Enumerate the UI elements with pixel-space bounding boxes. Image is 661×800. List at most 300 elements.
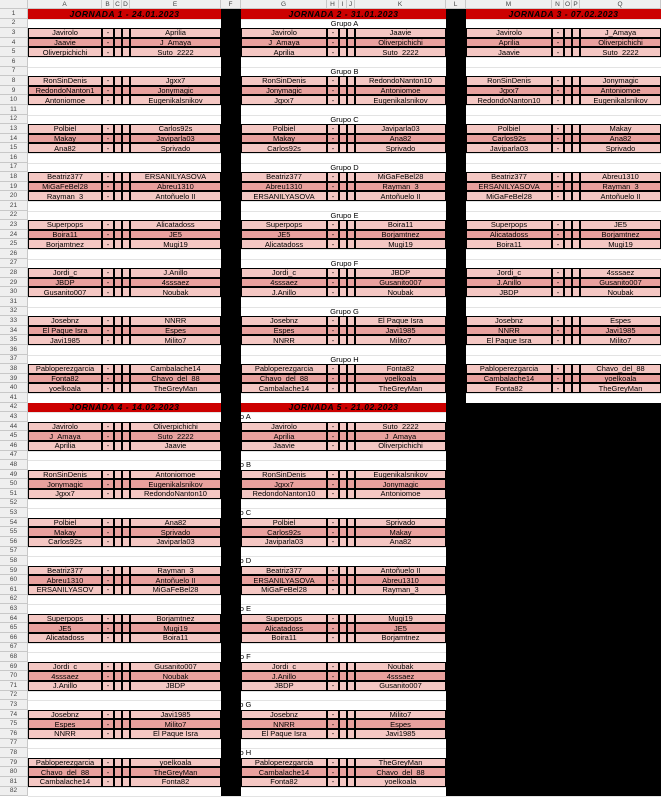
row-header[interactable]: 43	[0, 412, 28, 422]
result-cell[interactable]: -	[102, 191, 114, 201]
away-player-cell[interactable]: Ana82	[580, 134, 661, 144]
empty-cell[interactable]	[114, 422, 122, 432]
row-header[interactable]: 82	[0, 787, 28, 797]
empty-cell[interactable]	[122, 47, 130, 57]
empty-cell[interactable]	[339, 566, 347, 576]
result-cell[interactable]: -	[327, 76, 339, 86]
result-cell[interactable]: -	[102, 239, 114, 249]
empty-cell[interactable]	[339, 671, 347, 681]
row-header[interactable]: 75	[0, 719, 28, 729]
result-cell[interactable]: -	[102, 566, 114, 576]
away-player-cell[interactable]: Suto_2222	[130, 47, 221, 57]
away-player-cell[interactable]: TheGreyMan	[355, 383, 446, 393]
empty-cell[interactable]	[122, 614, 130, 624]
empty-cell[interactable]	[347, 633, 355, 643]
empty-cell[interactable]	[572, 47, 580, 57]
empty-cell[interactable]	[339, 124, 347, 134]
result-cell[interactable]: -	[327, 239, 339, 249]
home-player-cell[interactable]: RonSinDenis	[241, 76, 327, 86]
empty-cell[interactable]	[122, 758, 130, 768]
away-player-cell[interactable]: Chavo_del_88	[355, 767, 446, 777]
empty-cell[interactable]	[339, 575, 347, 585]
row-header[interactable]: 70	[0, 671, 28, 681]
row-header[interactable]: 16	[0, 153, 28, 163]
row-header[interactable]: 20	[0, 191, 28, 201]
empty-cell[interactable]	[339, 326, 347, 336]
group-label[interactable]: Grupo E	[223, 604, 251, 614]
away-player-cell[interactable]: yoelkoala	[130, 758, 221, 768]
row-header[interactable]: 67	[0, 643, 28, 653]
column-header-a[interactable]: A	[28, 0, 102, 9]
empty-cell[interactable]	[114, 566, 122, 576]
result-cell[interactable]: -	[327, 719, 339, 729]
empty-cell[interactable]	[347, 326, 355, 336]
empty-cell[interactable]	[572, 134, 580, 144]
row-header[interactable]: 12	[0, 115, 28, 125]
away-player-cell[interactable]: Ana82	[130, 518, 221, 528]
group-label[interactable]: Grupo E	[330, 210, 359, 220]
empty-cell[interactable]	[122, 575, 130, 585]
empty-cell[interactable]	[347, 76, 355, 86]
result-cell[interactable]: -	[327, 95, 339, 105]
empty-cell[interactable]	[339, 431, 347, 441]
away-player-cell[interactable]: JE5	[355, 623, 446, 633]
row-header[interactable]: 29	[0, 278, 28, 288]
empty-cell[interactable]	[347, 316, 355, 326]
jornada-title[interactable]: JORNADA 5 - 21.02.2023	[241, 403, 446, 413]
column-header-o[interactable]: O	[564, 0, 571, 8]
empty-cell[interactable]	[339, 316, 347, 326]
away-player-cell[interactable]: J.Anillo	[130, 268, 221, 278]
result-cell[interactable]: -	[552, 374, 564, 384]
away-player-cell[interactable]: Rayman_3	[580, 182, 661, 192]
away-player-cell[interactable]: Jonymagic	[580, 76, 661, 86]
home-player-cell[interactable]: Abreu1310	[28, 575, 102, 585]
home-player-cell[interactable]: El Paque Isra	[241, 729, 327, 739]
away-player-cell[interactable]: Rayman_3	[130, 566, 221, 576]
row-header[interactable]: 46	[0, 441, 28, 451]
empty-cell[interactable]	[114, 220, 122, 230]
away-player-cell[interactable]: J_Amaya	[580, 28, 661, 38]
home-player-cell[interactable]: Jonymagic	[241, 86, 327, 96]
column-header-f[interactable]: F	[221, 0, 241, 9]
empty-cell[interactable]	[339, 76, 347, 86]
group-label[interactable]: Grupo A	[330, 18, 359, 28]
empty-cell[interactable]	[114, 95, 122, 105]
empty-cell[interactable]	[347, 172, 355, 182]
home-player-cell[interactable]: MiGaFeBel28	[28, 182, 102, 192]
away-player-cell[interactable]: MiGaFeBel28	[130, 585, 221, 595]
empty-cell[interactable]	[564, 86, 572, 96]
empty-cell[interactable]	[114, 479, 122, 489]
result-cell[interactable]: -	[102, 124, 114, 134]
home-player-cell[interactable]: RonSinDenis	[466, 76, 552, 86]
empty-cell[interactable]	[339, 239, 347, 249]
empty-cell[interactable]	[347, 441, 355, 451]
home-player-cell[interactable]: Aprilia	[241, 47, 327, 57]
group-label[interactable]: Grupo D	[222, 556, 252, 566]
result-cell[interactable]: -	[102, 662, 114, 672]
result-cell[interactable]: -	[102, 95, 114, 105]
empty-cell[interactable]	[339, 729, 347, 739]
home-player-cell[interactable]: Cambalache14	[241, 767, 327, 777]
empty-cell[interactable]	[122, 710, 130, 720]
home-player-cell[interactable]: RedondoNanton1	[28, 86, 102, 96]
home-player-cell[interactable]: Josebnz	[28, 710, 102, 720]
empty-cell[interactable]	[122, 566, 130, 576]
row-header[interactable]: 73	[0, 700, 28, 710]
result-cell[interactable]: -	[102, 422, 114, 432]
away-player-cell[interactable]: RedondoNanton10	[355, 76, 446, 86]
result-cell[interactable]: -	[102, 287, 114, 297]
empty-cell[interactable]	[122, 585, 130, 595]
row-header[interactable]: 17	[0, 163, 28, 173]
result-cell[interactable]: -	[327, 143, 339, 153]
row-header[interactable]: 37	[0, 355, 28, 365]
away-player-cell[interactable]: Oliverpichichi	[130, 422, 221, 432]
empty-cell[interactable]	[122, 671, 130, 681]
row-header[interactable]: 76	[0, 729, 28, 739]
empty-cell[interactable]	[122, 326, 130, 336]
away-player-cell[interactable]: Borjamtnez	[580, 230, 661, 240]
home-player-cell[interactable]: RonSinDenis	[28, 76, 102, 86]
result-cell[interactable]: -	[327, 374, 339, 384]
empty-cell[interactable]	[572, 28, 580, 38]
away-player-cell[interactable]: Javi1985	[355, 326, 446, 336]
result-cell[interactable]: -	[327, 767, 339, 777]
away-player-cell[interactable]: El Paque Isra	[130, 729, 221, 739]
empty-cell[interactable]	[347, 230, 355, 240]
row-header[interactable]: 33	[0, 316, 28, 326]
empty-cell[interactable]	[347, 431, 355, 441]
empty-cell[interactable]	[347, 335, 355, 345]
empty-cell[interactable]	[347, 662, 355, 672]
corner-cell[interactable]	[0, 0, 28, 9]
empty-cell[interactable]	[339, 182, 347, 192]
row-header[interactable]: 7	[0, 67, 28, 77]
away-player-cell[interactable]: Mugi19	[355, 614, 446, 624]
empty-cell[interactable]	[347, 47, 355, 57]
row-header[interactable]: 18	[0, 172, 28, 182]
result-cell[interactable]: -	[102, 335, 114, 345]
empty-cell[interactable]	[572, 220, 580, 230]
empty-cell[interactable]	[114, 662, 122, 672]
away-player-cell[interactable]: ERSANILYASOVA	[130, 172, 221, 182]
away-player-cell[interactable]: Abreu1310	[130, 182, 221, 192]
result-cell[interactable]: -	[327, 518, 339, 528]
empty-cell[interactable]	[339, 134, 347, 144]
home-player-cell[interactable]: Makay	[241, 134, 327, 144]
result-cell[interactable]: -	[327, 268, 339, 278]
empty-cell[interactable]	[347, 38, 355, 48]
row-header[interactable]: 64	[0, 614, 28, 624]
empty-cell[interactable]	[339, 287, 347, 297]
result-cell[interactable]: -	[327, 38, 339, 48]
away-player-cell[interactable]: Noubak	[130, 671, 221, 681]
empty-cell[interactable]	[122, 431, 130, 441]
empty-cell[interactable]	[339, 374, 347, 384]
row-header[interactable]: 81	[0, 777, 28, 787]
empty-cell[interactable]	[564, 143, 572, 153]
result-cell[interactable]: -	[327, 326, 339, 336]
result-cell[interactable]: -	[327, 182, 339, 192]
away-player-cell[interactable]: Javi1985	[355, 729, 446, 739]
empty-cell[interactable]	[339, 479, 347, 489]
empty-cell[interactable]	[122, 220, 130, 230]
empty-cell[interactable]	[347, 28, 355, 38]
result-cell[interactable]: -	[327, 220, 339, 230]
away-player-cell[interactable]: MiGaFeBel28	[355, 172, 446, 182]
row-header[interactable]: 80	[0, 767, 28, 777]
away-player-cell[interactable]: J_Amaya	[130, 38, 221, 48]
row-header[interactable]: 71	[0, 681, 28, 691]
empty-cell[interactable]	[347, 566, 355, 576]
away-player-cell[interactable]: Antoniomoe	[355, 489, 446, 499]
home-player-cell[interactable]: Alicatadoss	[241, 623, 327, 633]
result-cell[interactable]: -	[102, 719, 114, 729]
result-cell[interactable]: -	[327, 585, 339, 595]
result-cell[interactable]: -	[552, 134, 564, 144]
home-player-cell[interactable]: yoelkoala	[28, 383, 102, 393]
empty-cell[interactable]	[347, 287, 355, 297]
empty-cell[interactable]	[347, 518, 355, 528]
away-player-cell[interactable]: Sprivado	[355, 518, 446, 528]
empty-cell[interactable]	[122, 537, 130, 547]
home-player-cell[interactable]: Polbiel	[466, 124, 552, 134]
row-header[interactable]: 77	[0, 739, 28, 749]
result-cell[interactable]: -	[327, 710, 339, 720]
empty-cell[interactable]	[564, 191, 572, 201]
away-player-cell[interactable]: Borjamtnez	[355, 230, 446, 240]
result-cell[interactable]: -	[552, 220, 564, 230]
empty-cell[interactable]	[347, 767, 355, 777]
home-player-cell[interactable]: Javiparla03	[241, 537, 327, 547]
result-cell[interactable]: -	[552, 38, 564, 48]
away-player-cell[interactable]: 4sssaez	[355, 671, 446, 681]
empty-cell[interactable]	[114, 287, 122, 297]
home-player-cell[interactable]: Pabloperezgarcia	[241, 758, 327, 768]
home-player-cell[interactable]: Superpops	[241, 220, 327, 230]
home-player-cell[interactable]: Beatriz377	[28, 172, 102, 182]
result-cell[interactable]: -	[102, 441, 114, 451]
empty-cell[interactable]	[347, 383, 355, 393]
result-cell[interactable]: -	[552, 182, 564, 192]
empty-cell[interactable]	[114, 134, 122, 144]
empty-cell[interactable]	[114, 47, 122, 57]
away-player-cell[interactable]: JE5	[130, 230, 221, 240]
result-cell[interactable]: -	[327, 278, 339, 288]
away-player-cell[interactable]: yoelkoala	[355, 777, 446, 787]
empty-cell[interactable]	[114, 143, 122, 153]
away-player-cell[interactable]: Milito7	[580, 335, 661, 345]
result-cell[interactable]: -	[327, 681, 339, 691]
empty-cell[interactable]	[122, 134, 130, 144]
empty-cell[interactable]	[114, 335, 122, 345]
home-player-cell[interactable]: MiGaFeBel28	[466, 191, 552, 201]
away-player-cell[interactable]: JE5	[580, 220, 661, 230]
result-cell[interactable]: -	[102, 182, 114, 192]
result-cell[interactable]: -	[327, 230, 339, 240]
away-player-cell[interactable]: Javiparla03	[130, 134, 221, 144]
row-header[interactable]: 74	[0, 710, 28, 720]
row-header[interactable]: 39	[0, 374, 28, 384]
empty-cell[interactable]	[564, 172, 572, 182]
empty-cell[interactable]	[114, 527, 122, 537]
away-player-cell[interactable]: Espes	[130, 326, 221, 336]
result-cell[interactable]: -	[552, 28, 564, 38]
empty-cell[interactable]	[122, 422, 130, 432]
away-player-cell[interactable]: El Paque Isra	[355, 316, 446, 326]
away-player-cell[interactable]: Antoñuelo II	[130, 191, 221, 201]
home-player-cell[interactable]: Javiparla03	[466, 143, 552, 153]
empty-cell[interactable]	[572, 76, 580, 86]
home-player-cell[interactable]: Jaavie	[466, 47, 552, 57]
row-header[interactable]: 23	[0, 220, 28, 230]
home-player-cell[interactable]: Jgxx7	[241, 479, 327, 489]
result-cell[interactable]: -	[327, 777, 339, 787]
home-player-cell[interactable]: Chavo_del_88	[241, 374, 327, 384]
row-header[interactable]: 9	[0, 86, 28, 96]
empty-cell[interactable]	[114, 182, 122, 192]
result-cell[interactable]: -	[552, 278, 564, 288]
result-cell[interactable]: -	[552, 86, 564, 96]
row-header[interactable]: 27	[0, 259, 28, 269]
empty-cell[interactable]	[572, 230, 580, 240]
empty-cell[interactable]	[122, 374, 130, 384]
home-player-cell[interactable]: Alicatadoss	[28, 633, 102, 643]
empty-cell[interactable]	[339, 268, 347, 278]
row-header[interactable]: 2	[0, 19, 28, 29]
empty-cell[interactable]	[572, 95, 580, 105]
home-player-cell[interactable]: Jordi_c	[28, 268, 102, 278]
away-player-cell[interactable]: Javiparla03	[355, 124, 446, 134]
away-player-cell[interactable]: Oliverpichichi	[355, 441, 446, 451]
row-header[interactable]: 38	[0, 364, 28, 374]
empty-cell[interactable]	[339, 95, 347, 105]
result-cell[interactable]: -	[102, 710, 114, 720]
row-header[interactable]: 45	[0, 431, 28, 441]
row-header[interactable]: 68	[0, 652, 28, 662]
empty-cell[interactable]	[122, 28, 130, 38]
home-player-cell[interactable]: JBDP	[466, 287, 552, 297]
jornada-title[interactable]: JORNADA 3 - 07.02.2023	[466, 9, 661, 19]
away-player-cell[interactable]: Gusanito007	[130, 662, 221, 672]
empty-cell[interactable]	[122, 383, 130, 393]
row-header[interactable]: 4	[0, 38, 28, 48]
empty-cell[interactable]	[339, 364, 347, 374]
result-cell[interactable]: -	[102, 86, 114, 96]
home-player-cell[interactable]: Carlos92s	[241, 527, 327, 537]
row-header[interactable]: 1	[0, 9, 28, 19]
row-header[interactable]: 21	[0, 201, 28, 211]
home-player-cell[interactable]: Polbiel	[28, 518, 102, 528]
empty-cell[interactable]	[564, 230, 572, 240]
away-player-cell[interactable]: Fonta82	[130, 777, 221, 787]
group-label[interactable]: Grupo C	[330, 114, 359, 124]
empty-cell[interactable]	[347, 777, 355, 787]
home-player-cell[interactable]: NNRR	[241, 335, 327, 345]
group-label[interactable]: Grupo H	[330, 354, 359, 364]
home-player-cell[interactable]: Antoniomoe	[28, 95, 102, 105]
result-cell[interactable]: -	[102, 585, 114, 595]
empty-cell[interactable]	[122, 278, 130, 288]
empty-cell[interactable]	[572, 278, 580, 288]
empty-cell[interactable]	[347, 470, 355, 480]
away-player-cell[interactable]: Noubak	[580, 287, 661, 297]
home-player-cell[interactable]: Josebnz	[241, 710, 327, 720]
empty-cell[interactable]	[572, 326, 580, 336]
home-player-cell[interactable]: J.Anillo	[241, 287, 327, 297]
home-player-cell[interactable]: Pabloperezgarcia	[466, 364, 552, 374]
empty-cell[interactable]	[122, 230, 130, 240]
row-header[interactable]: 6	[0, 57, 28, 67]
empty-cell[interactable]	[339, 191, 347, 201]
home-player-cell[interactable]: Pabloperezgarcia	[28, 758, 102, 768]
jornada-title[interactable]: JORNADA 1 - 24.01.2023	[28, 9, 221, 19]
result-cell[interactable]: -	[102, 172, 114, 182]
empty-cell[interactable]	[564, 124, 572, 134]
empty-cell[interactable]	[339, 172, 347, 182]
result-cell[interactable]: -	[102, 623, 114, 633]
empty-cell[interactable]	[122, 239, 130, 249]
row-header[interactable]: 35	[0, 335, 28, 345]
home-player-cell[interactable]: El Paque Isra	[28, 326, 102, 336]
empty-cell[interactable]	[114, 239, 122, 249]
column-header-q[interactable]: Q	[580, 0, 661, 9]
empty-cell[interactable]	[339, 719, 347, 729]
row-header[interactable]: 44	[0, 422, 28, 432]
empty-cell[interactable]	[347, 239, 355, 249]
result-cell[interactable]: -	[102, 134, 114, 144]
home-player-cell[interactable]: Josebnz	[28, 316, 102, 326]
result-cell[interactable]: -	[552, 191, 564, 201]
result-cell[interactable]: -	[102, 364, 114, 374]
group-label[interactable]: Grupo F	[223, 652, 251, 662]
empty-cell[interactable]	[114, 614, 122, 624]
row-header[interactable]: 59	[0, 566, 28, 576]
home-player-cell[interactable]: NNRR	[466, 326, 552, 336]
empty-cell[interactable]	[564, 364, 572, 374]
empty-cell[interactable]	[122, 681, 130, 691]
row-header[interactable]: 41	[0, 393, 28, 403]
row-header[interactable]: 19	[0, 182, 28, 192]
empty-cell[interactable]	[572, 383, 580, 393]
away-player-cell[interactable]: Oliverpichichi	[355, 38, 446, 48]
home-player-cell[interactable]: J.Anillo	[28, 681, 102, 691]
home-player-cell[interactable]: JBDP	[28, 278, 102, 288]
away-player-cell[interactable]: TheGreyMan	[355, 758, 446, 768]
result-cell[interactable]: -	[102, 681, 114, 691]
result-cell[interactable]: -	[102, 431, 114, 441]
home-player-cell[interactable]: JE5	[241, 230, 327, 240]
away-player-cell[interactable]: RedondoNanton10	[130, 489, 221, 499]
column-header-c[interactable]: C	[114, 0, 122, 9]
away-player-cell[interactable]: Antoñuelo II	[355, 191, 446, 201]
empty-cell[interactable]	[122, 364, 130, 374]
empty-cell[interactable]	[122, 662, 130, 672]
home-player-cell[interactable]: Javi1985	[28, 335, 102, 345]
row-header[interactable]: 63	[0, 604, 28, 614]
empty-cell[interactable]	[347, 575, 355, 585]
away-player-cell[interactable]: Suto_2222	[355, 47, 446, 57]
away-player-cell[interactable]: Noubak	[355, 287, 446, 297]
row-header[interactable]: 65	[0, 623, 28, 633]
away-player-cell[interactable]: Mugi19	[130, 623, 221, 633]
empty-cell[interactable]	[347, 220, 355, 230]
empty-cell[interactable]	[347, 729, 355, 739]
result-cell[interactable]: -	[102, 374, 114, 384]
result-cell[interactable]: -	[102, 479, 114, 489]
